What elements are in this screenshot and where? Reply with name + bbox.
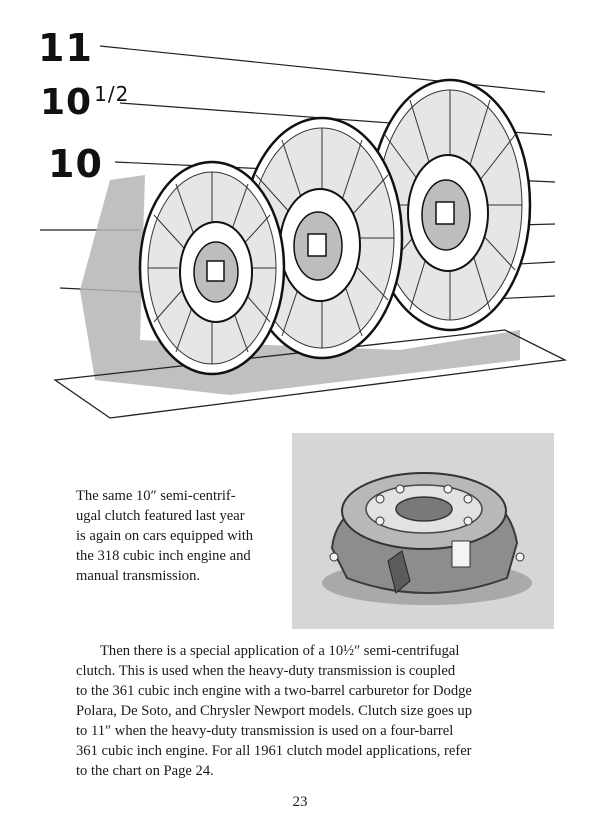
paragraph-2-line: Then there is a special application of a 10½″ semi-centrifugal [100,643,460,659]
paragraph-1-line: is again on cars equipped with [76,528,254,544]
paragraph-2-line: to 11″ when the heavy-duty transmission is used on a four-barrel [76,723,454,739]
paragraph-1-line: the 318 cubic inch engine and [76,548,251,564]
paragraph-1-line: manual transmission. [76,568,201,584]
size-label-10-half-whole: 10 [40,82,93,123]
clutch-pressure-plate-photo [292,433,554,629]
size-label-10: 10 [48,142,103,186]
paragraph-2 [76,641,546,781]
paragraph-2-line: 361 cubic inch engine. For all 1961 clutch model applications, refer [76,743,472,759]
size-label-10-half-fraction: 1/2 [94,82,130,106]
size-label-10-half [40,82,129,123]
paragraph-2-line: clutch. This is used when the heavy-duty transmission is coupled [76,663,456,679]
paragraph-1-line: The same 10″ semi-centrif- [76,488,236,504]
paragraph-2-line: Polara, De Soto, and Chrysler Newport models. Clutch size goes up [76,703,472,719]
paragraph-2-line: to the chart on Page 24. [76,763,214,779]
paragraph-1-line: ugal clutch featured last year [76,508,245,524]
page-number: 23 [292,794,308,810]
disc-10 [140,162,284,374]
size-label-11: 11 [38,26,93,70]
paragraph-1 [76,486,284,586]
pressure-plate-image [292,433,554,629]
paragraph-2-line: to the 361 cubic inch engine with a two-barrel carburetor for Dodge [76,683,472,699]
